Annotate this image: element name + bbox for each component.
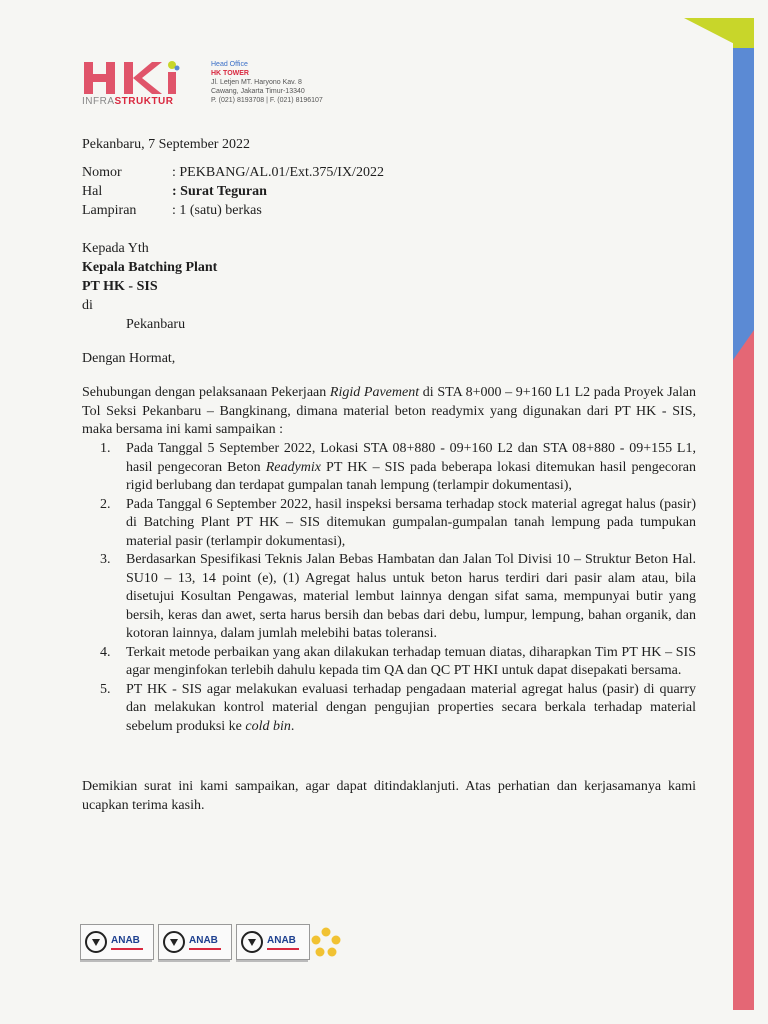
meta-label: Nomor xyxy=(82,165,122,180)
list-item: 3. Berdasarkan Spesifikasi Teknis Jalan Bebas Hambatan dan Jalan Tol Divisi 10 – Struktur Beton Hal. SU10 – 13, 14 point (e), (1) Agregat halus untuk beton harus terdiri dari pasir alam atau, bila disetujui Kosultan Pengawas, material lembut lainnya dengan sifat sama, mempunyai butir yang bersih, keras dan awet, serta harus bersih dan bebas dari debu, lumpur, lempung, bahan organik, dan kotoran lainnya, dalam jumlah melebihi batas toleransi. xyxy=(100,552,696,641)
anab-label: ANAB xyxy=(111,935,140,946)
cert-caption xyxy=(236,960,308,962)
meta-value: : 1 (satu) berkas xyxy=(172,203,262,218)
stripe-diagonal xyxy=(733,330,754,360)
stripe-blue xyxy=(733,48,754,360)
cert-seal-icon xyxy=(241,931,263,953)
meta-value: : PEKBANG/AL.01/Ext.375/IX/2022 xyxy=(172,165,384,180)
list-item: 2. Pada Tanggal 6 September 2022, hasil inspeksi bersama terhadap stock material agregat halus (pasir) di Batching Plant PT HK – SIS ditemukan gumpalan-gumpalan tanah lempung pada tumpukan material pasir (terlampir dokumentasi), xyxy=(100,496,696,549)
address-line-2: Cawang, Jakarta Timur-13340 xyxy=(211,88,305,95)
flower-emblem-icon xyxy=(310,926,342,958)
cert-bar xyxy=(267,948,299,950)
meta-label: Lampiran xyxy=(82,203,137,218)
anab-cert-badge xyxy=(80,924,154,960)
cert-bar xyxy=(189,948,221,950)
cert-seal-icon xyxy=(163,931,185,953)
addressee-city: Pekanbaru xyxy=(126,317,186,332)
meta-value: : Surat Teguran xyxy=(172,184,267,199)
points-list xyxy=(100,440,696,736)
list-item: 4. Terkait metode perbaikan yang akan dilakukan terhadap temuan diatas, diharapkan Tim PT HK – SIS agar menginfokan terlebih dahulu kepada tim QA dan QC PT HKI untuk dapat disepakati bersama. xyxy=(100,644,696,678)
closing-paragraph: Demikian surat ini kami sampaikan, agar dapat ditindaklanjuti. Atas perhatian dan kerjasamanya kami ucapkan terima kasih. xyxy=(82,779,696,813)
addressee-title: Kepala Batching Plant xyxy=(82,260,218,275)
cert-caption xyxy=(158,960,230,962)
phone-line: P. (021) 8193708 | F. (021) 8196107 xyxy=(211,97,323,104)
meta-label: Hal xyxy=(82,184,103,199)
office-title: Head Office xyxy=(211,61,248,68)
addressee-block xyxy=(82,240,217,335)
letter-date: Pekanbaru, 7 September 2022 xyxy=(82,137,250,152)
stripe-red xyxy=(733,360,754,1010)
office-name: HK TOWER xyxy=(211,70,249,77)
salutation: Dengan Hormat, xyxy=(82,351,176,366)
cert-bar xyxy=(111,948,143,950)
head-office-block xyxy=(211,60,323,105)
cert-caption xyxy=(80,960,152,962)
anab-cert-badge xyxy=(158,924,232,960)
logo-subtitle: INFRASTRUKTUR xyxy=(82,96,174,107)
list-item: 1. Pada Tanggal 5 September 2022, Lokasi STA 08+880 - 09+160 L2 dan STA 08+880 - 09+155 L1, hasil pengecoran Beton Readymix PT HK – SIS pada beberapa lokasi ditemukan hasil pengecoran rigid berlubang dan terdapat gumpalan tanah lempung (terlampir dokumentasi), xyxy=(100,441,697,493)
list-item: 5. PT HK - SIS agar melakukan evaluasi terhadap pengadaan material agregat halus (pasir) di quarry dan melakukan kontrol material dengan pengujian properties secara berkala terhadap material sebelum produksi ke cold bin. xyxy=(100,681,696,734)
cert-seal-icon xyxy=(85,931,107,953)
anab-label: ANAB xyxy=(267,935,296,946)
addressee-company: PT HK - SIS xyxy=(82,279,158,294)
intro-paragraph: Sehubungan dengan pelaksanaan Pekerjaan Rigid Pavement di STA 8+000 – 9+160 L1 L2 pada Proyek Jalan Tol Seksi Pekanbaru – Bangkinang, dimana material beton readymix yang digunakan dari PT HK - SIS, maka bersama ini kami sampaikan : xyxy=(82,385,696,437)
addressee-greeting: Kepada Yth xyxy=(82,241,149,256)
addressee-di: di xyxy=(82,298,93,313)
anab-label: ANAB xyxy=(189,935,218,946)
anab-cert-badge xyxy=(236,924,310,960)
address-line-1: Jl. Letjen MT. Haryono Kav. 8 xyxy=(211,79,302,86)
